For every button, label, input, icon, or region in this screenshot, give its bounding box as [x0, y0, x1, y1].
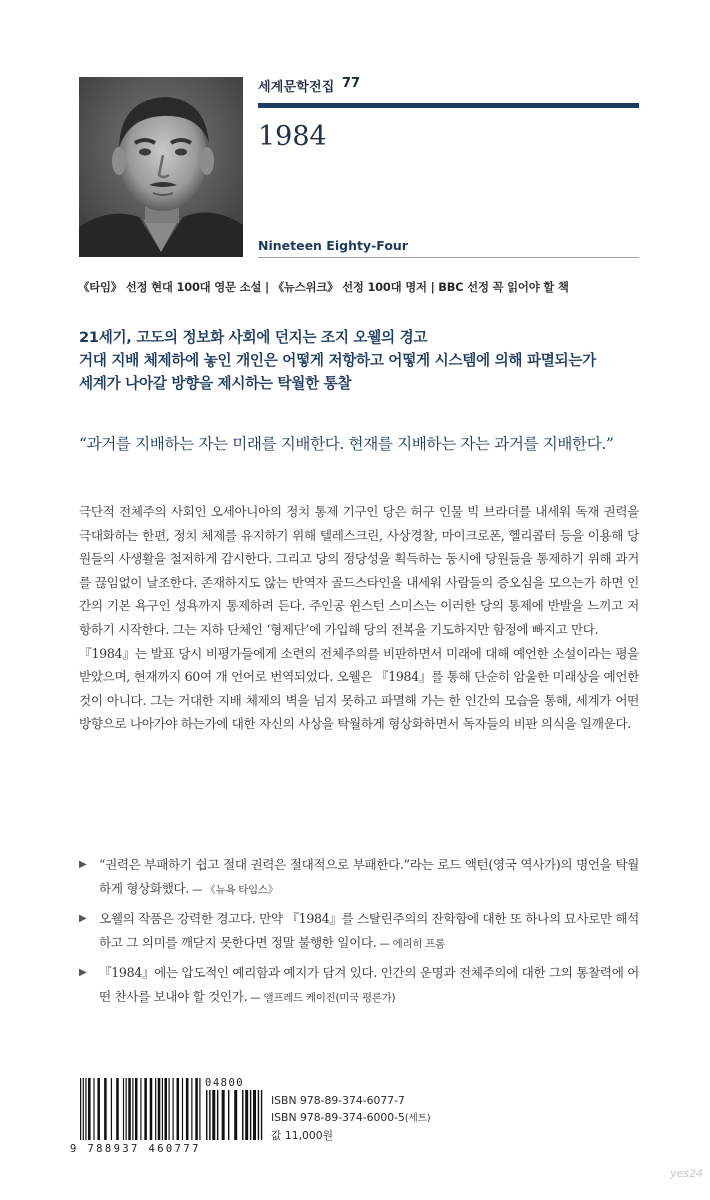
- barcode-main-digits: 9 788937 460777: [70, 1143, 201, 1155]
- barcode-bar: [140, 1078, 141, 1140]
- series-number: 77: [342, 76, 361, 91]
- barcode-bar: [132, 1078, 133, 1140]
- highlight-block: [79, 326, 649, 395]
- price-label: 값 11,000원: [271, 1129, 334, 1142]
- barcode-bar: [250, 1090, 251, 1140]
- barcode-bar: [234, 1090, 237, 1140]
- barcode-bar: [253, 1090, 256, 1140]
- review-item: [79, 961, 639, 1010]
- barcode-bar: [135, 1078, 138, 1140]
- barcode-bar: [111, 1078, 112, 1140]
- review-source: — 《뉴욕 타임스》: [189, 883, 278, 896]
- barcode-bar: [126, 1078, 127, 1140]
- featured-quote: “과거를 지배하는 자는 미래를 지배한다. 현재를 지배하는 자는 과거를 지배한다.”: [79, 435, 614, 453]
- subtitle-divider: [258, 257, 639, 258]
- barcode-bar: [155, 1078, 156, 1140]
- barcode-bar: [182, 1078, 183, 1140]
- book-title: 1984: [258, 121, 327, 152]
- barcode-bar: [97, 1078, 100, 1140]
- barcode-bar: [228, 1090, 229, 1140]
- barcode-bar: [177, 1078, 180, 1140]
- book-subtitle: Nineteen Eighty-Four: [258, 238, 408, 253]
- review-source: — 앨프레드 케이진(미국 평론가): [247, 991, 396, 1004]
- title-divider: [258, 103, 639, 108]
- barcode-bar: [150, 1078, 153, 1140]
- highlight-line: 21세기, 고도의 정보화 사회에 던지는 조지 오웰의 경고: [79, 329, 428, 346]
- barcode-bar: [173, 1078, 174, 1140]
- barcode-bar: [168, 1078, 169, 1140]
- review-item: [79, 907, 639, 956]
- barcode-bar: [261, 1090, 262, 1140]
- barcode-bar: [222, 1090, 225, 1140]
- triangle-bullet-icon: ▶: [79, 859, 87, 870]
- barcode-bar: [88, 1078, 91, 1140]
- synopsis-paragraph: 『1984』는 발표 당시 비평가들에게 소련의 전체주의를 비판하면서 미래에 대해 예언한 소설이라는 평을 받았으며, 현재까지 60여 개 언어로 번역되었다. 오웰은 『1984』를 통해 단순히 암울한 미래상을 예언한 것이 아니다. 그는 거대한 지배 체제의 벽을 넘지 못하고 파멸해 가는 한 인간의 모습을 통해, 세계가 어떤 방향으로 나아가야 하는가에 대한 자신의 사상을 탁월하게 형상화하면서 독자들의 비판 의식을 일깨운다.: [79, 645, 639, 732]
- barcode-bar: [93, 1078, 94, 1140]
- barcode-bar: [144, 1078, 147, 1140]
- barcode-bar: [85, 1078, 86, 1140]
- review-list: [79, 853, 639, 1016]
- triangle-bullet-icon: ▶: [79, 967, 87, 979]
- barcode-bar: [83, 1078, 84, 1140]
- barcode-bar: [191, 1078, 192, 1140]
- barcode-bar: [242, 1090, 243, 1140]
- barcode-bar: [123, 1078, 124, 1140]
- review-source: — 에리히 프롬: [376, 937, 445, 950]
- barcode-bar: [104, 1078, 107, 1140]
- author-portrait: [79, 77, 243, 257]
- review-text: “권력은 부패하기 쉽고 절대 권력은 절대적으로 부패한다.”라는 로드 액턴(영국 역사가)의 명언을 탁월하게 형상화했다.: [99, 857, 639, 896]
- series-label: 세계문학전집: [258, 80, 335, 95]
- triangle-bullet-icon: ▶: [79, 913, 87, 925]
- review-item: [79, 853, 639, 902]
- watermark-text: yes24: [670, 1167, 704, 1180]
- isbn-line: ISBN 978-89-374-6077-7: [271, 1094, 405, 1107]
- barcode-bar: [162, 1078, 163, 1140]
- synopsis-body: [79, 500, 639, 736]
- barcode-bar: [158, 1078, 161, 1140]
- review-text: 오웰의 작품은 강력한 경고다. 만약 『1984』를 스탈린주의의 잔학함에 대한 또 하나의 묘사로만 해석하고 그 의미를 깨닫지 못한다면 정말 불행한 일이다.: [99, 911, 639, 950]
- barcode-bar: [212, 1090, 215, 1140]
- barcode-bar: [245, 1090, 248, 1140]
- isbn-set-tag: (세트): [404, 1113, 431, 1124]
- barcode-bar: [206, 1090, 207, 1140]
- barcode-addon-digits: 04800: [205, 1077, 245, 1089]
- portrait-image: [79, 77, 243, 257]
- barcode-bar: [199, 1078, 200, 1140]
- barcode-bar: [128, 1078, 131, 1140]
- barcode-bar: [186, 1078, 189, 1140]
- synopsis-paragraph: 극단적 전체주의 사회인 오세아니아의 정치 통제 기구인 당은 허구 인물 빅 브라더를 내세워 독재 권력을 극대화하는 한편, 정치 체제를 유지하기 위해 텔레스크린, 사상경찰, 마이크로폰, 헬리콥터 등을 이용해 당원들의 사생활을 철저하게 감시한다. 그리고 당의 정당성을 획득하는 동시에 당원들을 통제하기 위해 과거를 끊임없이 날조한다. 존재하지도 않는 반역자 골드스타인을 내세워 사람들의 증오심을 모으는가 하면 인간의 기본 욕구인 성욕까지 통제하려 든다. 주인공 윈스턴 스미스는 이러한 당의 통제에 반발을 느끼고 저항하기 시작한다. 그는 지하 단체인 ‘형제단’에 가입해 당의 전복을 기도하지만 함정에 빠지고 만다.: [79, 504, 639, 637]
- highlight-line: 세계가 나아갈 방향을 제시하는 탁월한 통찰: [79, 375, 352, 392]
- barcode-bar: [258, 1090, 259, 1140]
- isbn-block: [271, 1092, 431, 1144]
- review-text: 『1984』에는 압도적인 예리함과 예지가 담겨 있다. 인간의 운명과 전체주의에 대한 그의 통찰력에 어떤 찬사를 보내야 할 것인가.: [99, 965, 639, 1004]
- barcode-bar: [116, 1078, 119, 1140]
- highlight-line: 거대 지배 체제하에 놓인 개인은 어떻게 저항하고 어떻게 시스템에 의해 파멸되는가: [79, 352, 596, 369]
- barcode-bar: [217, 1090, 218, 1140]
- barcode-bar: [195, 1078, 198, 1140]
- barcode-bar: [80, 1078, 81, 1140]
- barcode-bar: [209, 1090, 210, 1140]
- isbn-set-line: ISBN 978-89-374-6000-5: [271, 1111, 405, 1124]
- accolades-line: 《타임》 선정 현대 100대 영문 소설 | 《뉴스위크》 선정 100대 명저 | BBC 선정 꼭 읽어야 할 책: [78, 280, 569, 294]
- barcode-bar: [164, 1078, 167, 1140]
